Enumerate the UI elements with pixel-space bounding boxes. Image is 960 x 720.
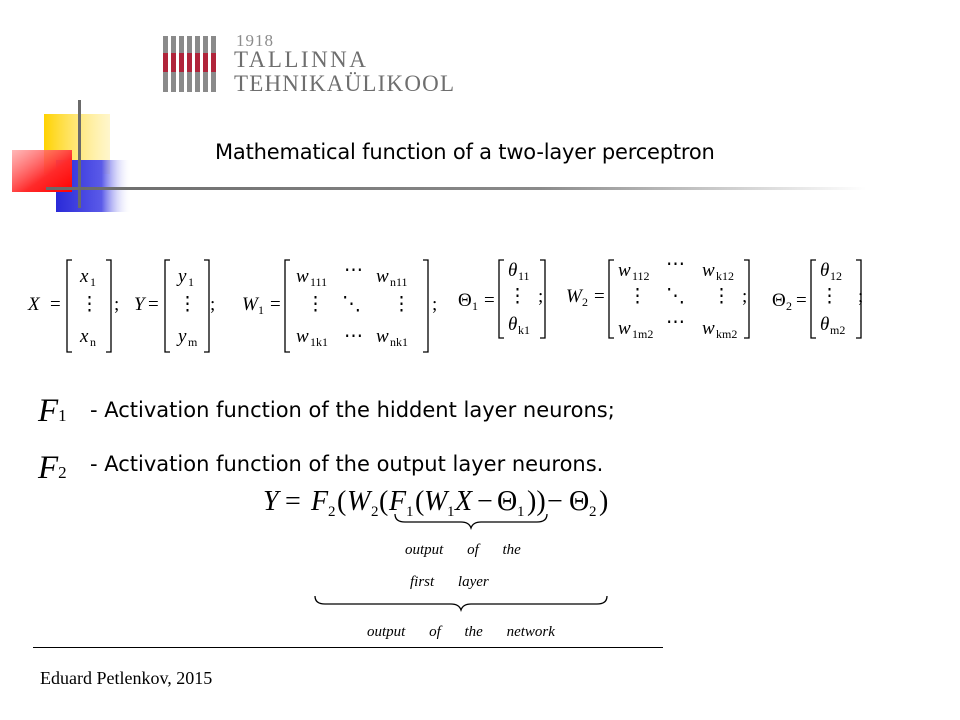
brace-label-inner: output of the: [405, 542, 521, 558]
f1-subscript: 1: [58, 406, 67, 425]
svg-text:2: 2: [328, 504, 336, 520]
slide-title: Mathematical function of a two-layer perceptron: [215, 140, 715, 164]
logo-name-line1: TALLINNA: [234, 47, 369, 72]
svg-text:1: 1: [447, 504, 455, 520]
svg-text:11: 11: [518, 269, 530, 283]
decorative-squares-icon: [0, 100, 140, 220]
svg-text:w: w: [376, 266, 389, 287]
svg-text:2: 2: [786, 299, 792, 313]
equation-equals: =: [285, 486, 301, 517]
svg-text:n11: n11: [390, 275, 408, 289]
svg-text:k1: k1: [518, 323, 530, 337]
svg-text:=: =: [148, 294, 159, 315]
svg-text:;: ;: [858, 286, 864, 307]
svg-text:⋯: ⋯: [344, 326, 363, 347]
svg-text:X: X: [455, 486, 473, 517]
svg-text:⋮: ⋮: [712, 286, 731, 307]
svg-text:⋮: ⋮: [628, 286, 647, 307]
svg-text:−: −: [477, 486, 493, 517]
svg-text:m2: m2: [830, 323, 846, 337]
svg-text:w: w: [296, 326, 309, 347]
svg-text:⋯: ⋯: [666, 254, 685, 275]
svg-text:1: 1: [517, 504, 525, 520]
svg-text:1m2: 1m2: [632, 327, 654, 341]
svg-text:⋯: ⋯: [666, 312, 685, 333]
svg-text:111: 111: [310, 275, 328, 289]
svg-text:)): )): [527, 486, 546, 517]
svg-text:F: F: [389, 486, 407, 517]
svg-text:⋮: ⋮: [80, 294, 99, 315]
svg-text:;: ;: [432, 294, 438, 315]
svg-text:(: (: [379, 486, 389, 517]
footer-author: Eduard Petlenkov, 2015: [40, 668, 213, 688]
svg-text:=: =: [796, 290, 807, 311]
svg-text:⋱: ⋱: [666, 286, 685, 307]
svg-text:=: =: [594, 286, 605, 307]
svg-text:nk1: nk1: [390, 335, 408, 349]
perceptron-equation: [255, 478, 655, 643]
svg-text:m: m: [188, 335, 198, 349]
svg-text:): ): [599, 486, 609, 517]
matrix-y-name: Y: [134, 294, 145, 315]
svg-text:n: n: [90, 335, 96, 349]
svg-text:w: w: [618, 260, 631, 281]
svg-text:1: 1: [90, 275, 96, 289]
svg-text:θ: θ: [508, 260, 518, 281]
activation-text-2: - Activation function of the output layer neurons.: [90, 452, 604, 476]
footer-divider: [33, 647, 663, 648]
svg-text:km2: km2: [716, 327, 738, 341]
svg-text:w: w: [376, 326, 389, 347]
svg-text:(: (: [337, 486, 347, 517]
svg-text:θ: θ: [820, 314, 830, 335]
f2-symbol: F: [38, 450, 59, 486]
svg-text:W: W: [347, 486, 371, 517]
svg-text:Θ: Θ: [497, 486, 518, 517]
f1-symbol: F: [38, 393, 59, 429]
svg-text:;: ;: [114, 294, 120, 315]
f2-subscript: 2: [58, 463, 67, 482]
svg-text:y: y: [178, 326, 187, 347]
svg-text:⋮: ⋮: [178, 294, 197, 315]
svg-text:−: −: [547, 486, 563, 517]
matrix-theta1-name: Θ: [458, 290, 472, 311]
svg-text:⋱: ⋱: [342, 294, 361, 315]
svg-text:F: F: [311, 486, 329, 517]
svg-text:1: 1: [188, 275, 194, 289]
svg-text:W: W: [424, 486, 448, 517]
svg-text:⋮: ⋮: [306, 294, 325, 315]
svg-text:=: =: [270, 294, 281, 315]
svg-text:=: =: [484, 290, 495, 311]
equals-sign: =: [50, 294, 61, 315]
svg-text:x: x: [80, 326, 89, 347]
svg-text:⋮: ⋮: [820, 286, 839, 307]
svg-text:⋮: ⋮: [392, 294, 411, 315]
equation-lhs: Y: [263, 486, 279, 517]
svg-text:w: w: [296, 266, 309, 287]
svg-text:2: 2: [371, 504, 379, 520]
svg-text:y: y: [178, 266, 187, 287]
logo-name-line2: TEHNIKAÜLIKOOL: [234, 71, 456, 96]
svg-text:;: ;: [538, 286, 544, 307]
svg-text:;: ;: [210, 294, 216, 315]
svg-text:w: w: [702, 318, 715, 339]
svg-text:1: 1: [258, 303, 264, 317]
svg-text:Θ: Θ: [569, 486, 590, 517]
svg-text:⋮: ⋮: [508, 286, 527, 307]
svg-text:θ: θ: [820, 260, 830, 281]
matrix-theta2-name: Θ: [772, 290, 786, 311]
svg-text:w: w: [702, 260, 715, 281]
activation-item-2: [38, 450, 67, 487]
svg-text:1: 1: [406, 504, 414, 520]
svg-text:k12: k12: [716, 269, 734, 283]
title-underline: [46, 187, 866, 190]
svg-text:12: 12: [830, 269, 842, 283]
university-logo-icon: [163, 36, 223, 92]
matrix-definitions: [20, 248, 920, 358]
brace-label-outer: output of the network: [367, 624, 555, 640]
matrix-x-name: X: [28, 294, 40, 315]
matrix-w1-name: W: [242, 294, 258, 315]
svg-text:;: ;: [742, 286, 748, 307]
matrix-w2-name: W: [566, 286, 582, 307]
logo-year: 1918: [236, 31, 274, 50]
svg-text:x: x: [80, 266, 89, 287]
svg-text:θ: θ: [508, 314, 518, 335]
svg-text:⋯: ⋯: [344, 260, 363, 281]
svg-text:1: 1: [472, 299, 478, 313]
activation-text-1: - Activation function of the hiddent layer neurons;: [90, 398, 615, 422]
svg-text:(: (: [415, 486, 425, 517]
svg-text:1k1: 1k1: [310, 335, 328, 349]
svg-text:2: 2: [589, 504, 597, 520]
svg-text:w: w: [618, 318, 631, 339]
activation-item-1: [38, 393, 67, 430]
brace-label-inner-2: first layer: [410, 574, 489, 590]
svg-text:2: 2: [582, 295, 588, 309]
svg-text:112: 112: [632, 269, 650, 283]
